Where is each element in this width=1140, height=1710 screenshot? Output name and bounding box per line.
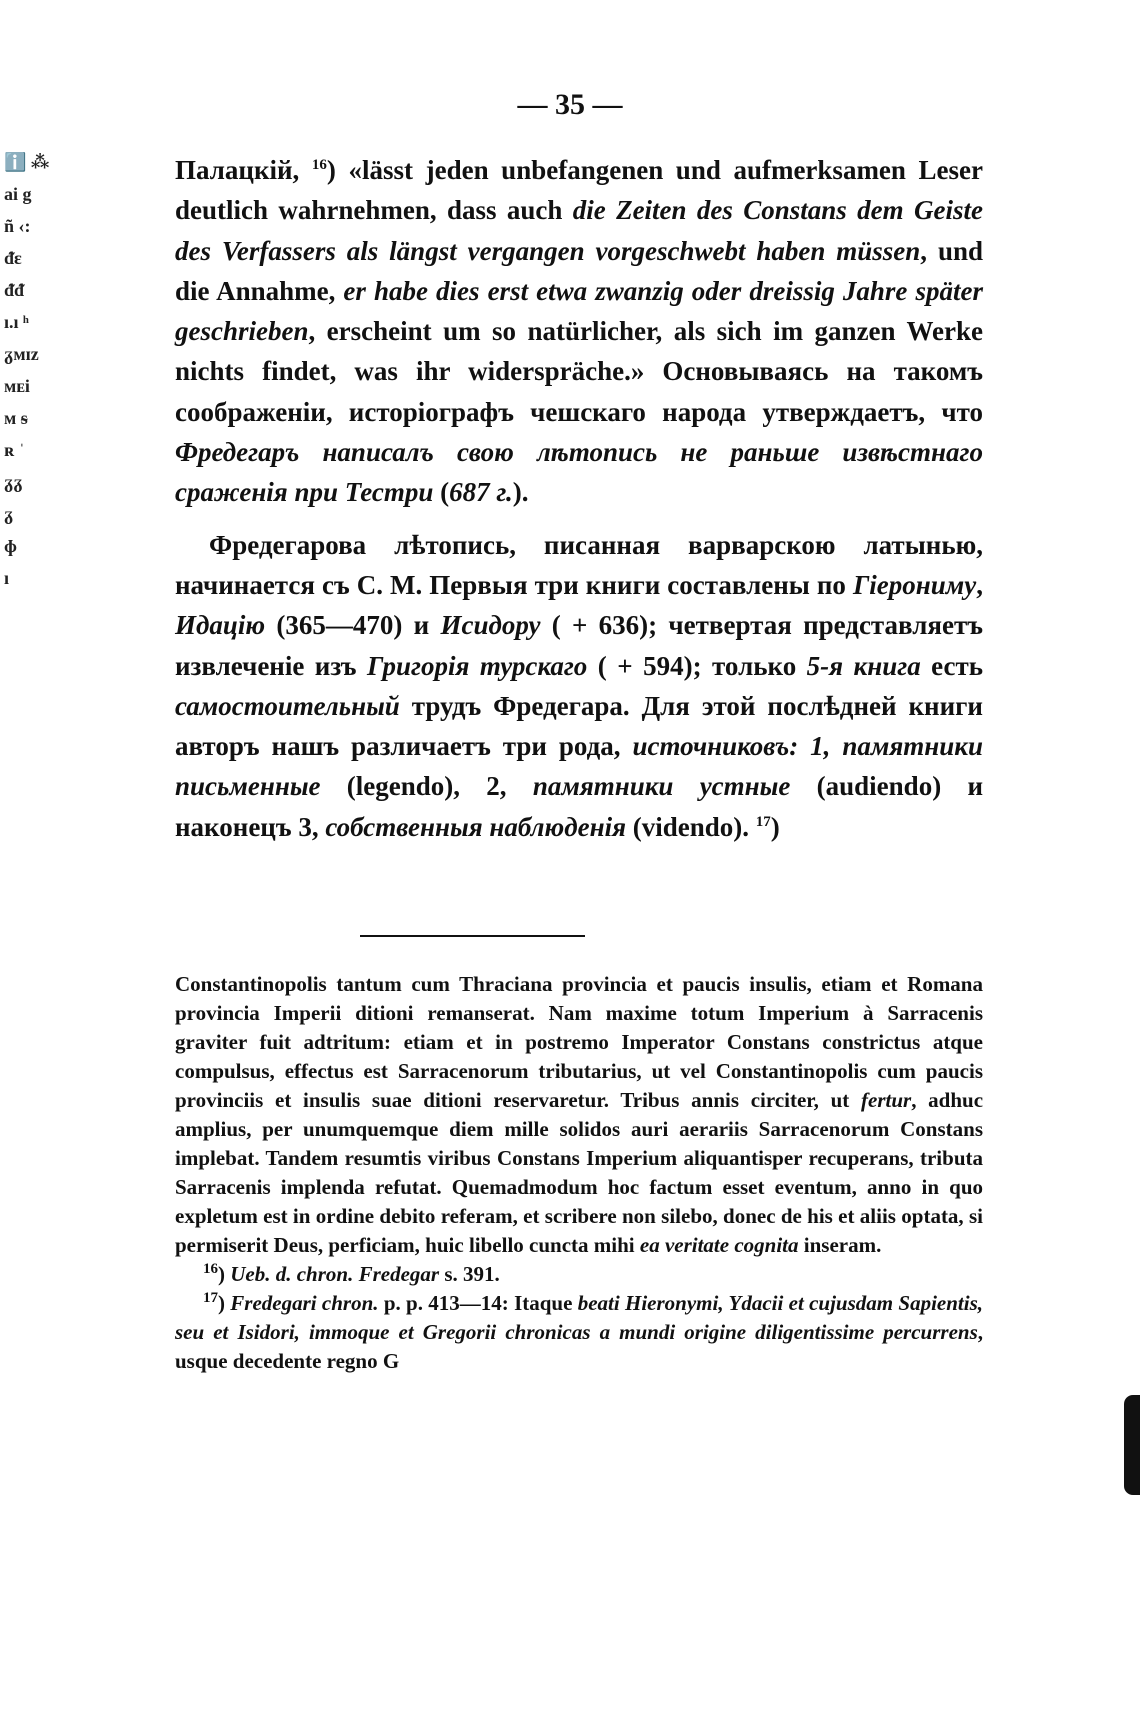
text-run: (legendo), 2, <box>320 771 533 802</box>
text-run: p. p. 413—14: Itaque <box>378 1291 578 1315</box>
footnote-17 <box>175 1289 983 1376</box>
footnotes <box>175 970 983 1376</box>
italic-run: источниковъ: 1, памятники письменные <box>175 731 983 802</box>
margin-fragment: ᴍ ᵴ <box>4 408 28 428</box>
footnote-number: 16 <box>203 1261 218 1277</box>
paragraph-2 <box>175 525 983 847</box>
text-run: , adhuc amplius, per unumquemque diem mille solidos auri aerariis Sarracenorum Constans implebat. Tandem resumtis viribus Constans Imperium aliquantisper recuperans, tributa Sarracenis implenda refutat. Quemadmodum hoc factum esset eventum, anno in quo expletum est in ordine debito referam, et scribere non silebo, donec de his et aliis optata, si permiserit Deus, perficiam, huic libello cuncta mihi <box>175 1088 984 1257</box>
italic-run: самостоительный <box>175 690 400 721</box>
text-run: ( + 636); четвертая представляетъ извлеченіе изъ <box>175 610 983 681</box>
italic-run: die Zeiten des Constans dem Geiste des Verfassers als längst vergangen vorgeschwebt haben müssen <box>175 195 983 266</box>
italic-run: памятники устные <box>532 771 791 802</box>
text-run: inseram. <box>798 1233 882 1257</box>
margin-fragment: ı <box>4 568 10 588</box>
margin-fragment: ʀ ˈ <box>4 440 25 460</box>
margin-fragment: ᵹᵹ <box>4 472 23 492</box>
text-run: (365—470) и <box>265 610 441 641</box>
italic-run: Fredegari chron. <box>230 1291 379 1315</box>
text-run: , erscheint um so natürlicher, als sich im ganzen Werke nichts findet, was ihr widerspräche.» Основываясь на такомъ соображеніи, исторіографъ чешскаго народа утверждаетъ, что <box>175 316 983 427</box>
italic-run: beati Hieronymi, Ydacii et cujusdam Sapientis, seu et Isidori, immoque et Gregorii chronicas a mundi origine diligentissime percurrens <box>175 1291 983 1344</box>
italic-run: 687 г. <box>449 477 513 508</box>
italic-run: er habe dies erst etwa zwanzig oder dreissig Jahre später geschrieben <box>175 275 983 347</box>
margin-fragment: ı.ı ʰ <box>4 312 29 332</box>
margin-fragment: ᵹ <box>4 504 14 524</box>
text-run: s. 391. <box>439 1262 500 1286</box>
footnote-separator <box>360 935 585 937</box>
footnote-16 <box>175 1260 983 1289</box>
page-number: — 35 — <box>517 88 623 121</box>
page-edge-shadow <box>1124 1395 1140 1495</box>
margin-fragment: ñ ‹: <box>4 216 31 236</box>
margin-fragment: ᵹᴍɪᴢ <box>4 344 39 364</box>
text-run: ) <box>770 811 780 842</box>
text-run: , <box>976 569 983 600</box>
footnote-number: 17 <box>203 1290 218 1306</box>
text-run: , usque decedente regno G <box>175 1320 983 1373</box>
margin-fragment: ᴍᴇi <box>4 376 30 396</box>
italic-run: Исидору <box>440 610 541 641</box>
text-run: ). <box>512 477 529 508</box>
italic-run: Фредегаръ написалъ свою лѣтопись не раньше извѣстнаго сраженія при Тестри <box>175 437 983 508</box>
margin-fragment: ᵭᵭ <box>4 280 25 300</box>
margin-fragment: ɸ <box>4 536 17 556</box>
italic-run: Ueb. d. chron. Fredegar <box>230 1262 440 1286</box>
italic-run: Григорія турскаго <box>366 650 588 681</box>
text-run: ( + 594); только <box>587 650 807 681</box>
text-run: (audiendo) и наконецъ 3, <box>175 771 984 842</box>
margin-fragment: ai g <box>4 184 32 204</box>
text-run: ) «lässt jeden unbefangenen und aufmerksamen Leser deutlich wahrnehmen, dass auch <box>175 155 983 226</box>
text-run: (videndo). <box>626 811 756 842</box>
text-run: ( <box>433 477 450 508</box>
footnote-ref-17: 17 <box>755 813 771 830</box>
italic-run: 5-я книга <box>806 650 921 681</box>
italic-run: ea veritate cognita <box>639 1233 799 1257</box>
footnote-ref-16: 16 <box>311 157 327 173</box>
margin-fragment: ᵭɛ <box>4 248 22 268</box>
text-run: есть <box>920 650 984 681</box>
italic-run: fertur <box>861 1088 912 1112</box>
footnote-continued <box>175 970 983 1260</box>
italic-run: Идацію <box>175 610 266 641</box>
text-run: Constantinopolis tantum cum Thraciana provincia et paucis insulis, etiam et Romana provincia Imperii ditioni remanserat. Nam maxime totum Imperium à Sarracenis graviter fuit adtritum: etiam et in postremo Imperator Constans constrictus atque compulsus, effectus est Sarracenorum tributarius, ut vel Constantinopolis cum paucis provinciis et insulis suae ditioni reservaretur. Tribus annis circiter, ut <box>175 972 983 1112</box>
italic-run: собственныя наблюденія <box>325 811 626 842</box>
text-run: ) <box>218 1262 231 1286</box>
text-run: трудъ Фредегара. Для этой послѣдней книги авторъ нашъ различаетъ три рода, <box>175 690 983 762</box>
text-run: ) <box>218 1291 231 1315</box>
bleed-through-margin <box>4 150 64 598</box>
paragraph-1 <box>175 150 983 513</box>
text-run: , und die Annahme, <box>175 235 983 306</box>
text-run: Фредегарова лѣтопись, писанная варварскою латынью, начинается съ С. М. Первыя три книги составлены по <box>175 529 983 600</box>
text-run: Палацкій, <box>175 155 300 185</box>
italic-run: Гіерониму <box>852 569 977 600</box>
main-text <box>175 150 983 847</box>
margin-fragment: ℹ️ ⁂ <box>4 152 50 172</box>
